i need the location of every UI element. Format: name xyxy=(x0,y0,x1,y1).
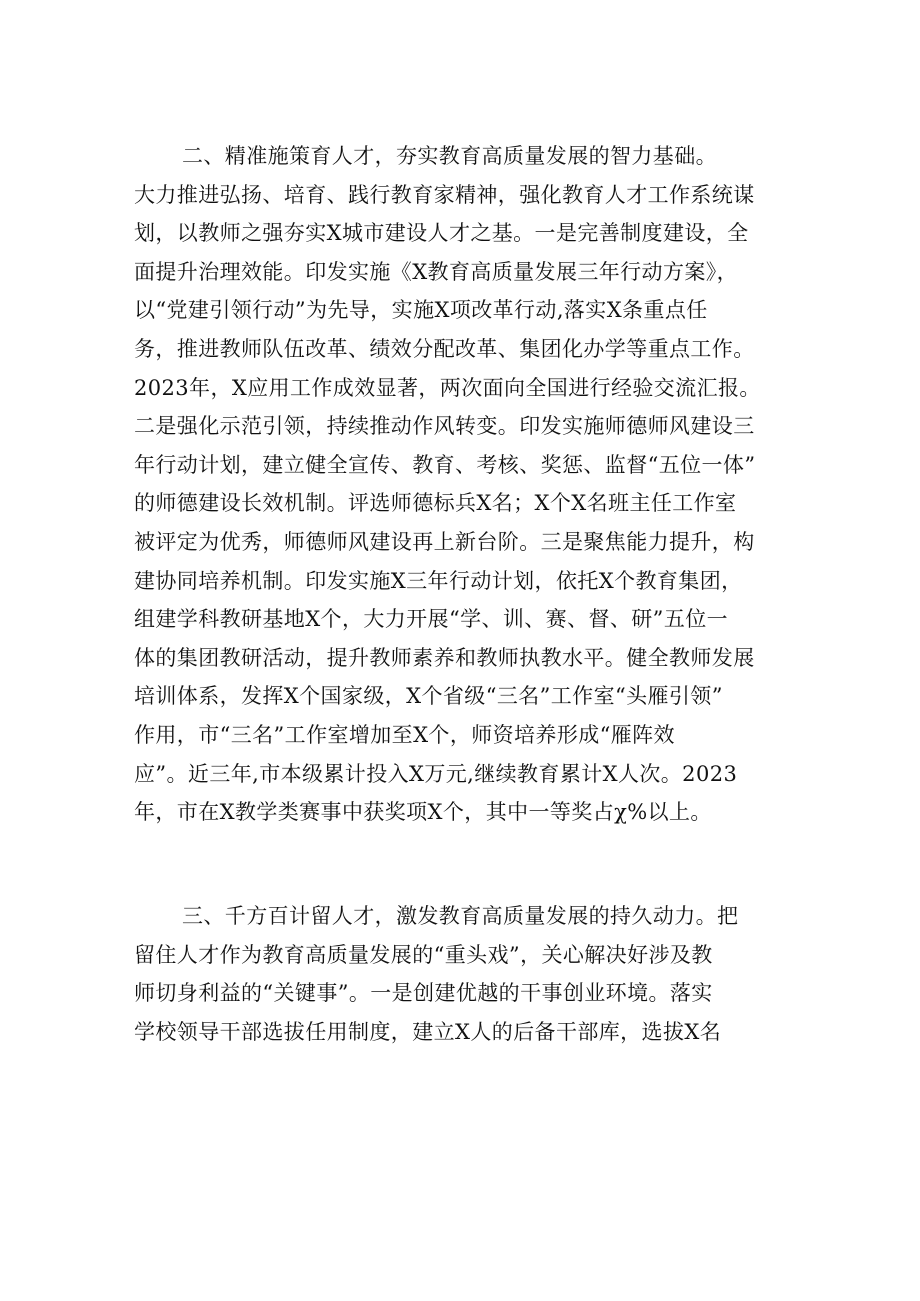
body-line: 体的集团教研活动，提升教师素养和教师执教水平。健全教师发展 xyxy=(134,645,755,670)
section-three-paragraph xyxy=(134,897,810,1051)
body-line: 被评定为优秀，师德师风建设再上新台阶。三是聚焦能力提升，构 xyxy=(134,529,755,554)
section-two-paragraph xyxy=(134,137,810,832)
body-line: 大力推进弘扬、培育、践行教育家精神，强化教育人才工作系统谋 xyxy=(134,182,755,207)
body-line: 年，市在X教学类赛事中获奖项X个，其中一等奖占χ%以上。 xyxy=(134,800,712,825)
body-line: 建协同培养机制。印发实施X三年行动计划，依托X个教育集团， xyxy=(134,568,743,593)
body-line: 划，以教师之强夯实X城市建设人才之基。一是完善制度建设，全 xyxy=(134,221,749,246)
body-line: 的师德建设长效机制。评选师德标兵X名；X个X名班主任工作室 xyxy=(134,491,737,516)
body-line: 务，推进教师队伍改革、绩效分配改革、集团化办学等重点工作。 xyxy=(134,336,755,361)
body-line: 二是强化示范引领，持续推动作风转变。印发实施师德师风建设三 xyxy=(134,414,755,439)
body-line: 2023年，X应用工作成效显著，两次面向全国进行经验交流汇报。 xyxy=(134,375,761,400)
body-line: 面提升治理效能。印发实施《X教育高质量发展三年行动方案》， xyxy=(134,259,739,284)
body-line: 应”。近三年,市本级累计投入X万元,继续教育累计X人次。2023 xyxy=(134,761,738,786)
body-line: 以“党建引领行动”为先导，实施X项改革行动,落实X条重点任 xyxy=(134,298,708,323)
body-line: 学校领导干部选拔任用制度，建立X人的后备干部库，选拔X名 xyxy=(134,1019,722,1044)
body-line: 组建学科教研基地X个，大力开展“学、训、赛、督、研”五位一 xyxy=(134,607,729,632)
body-line: 师切身利益的“关键事”。一是创建优越的干事创业环境。落实 xyxy=(134,981,713,1006)
body-line: 培训体系，发挥X个国家级，X个省级“三名”工作室“头雁引领” xyxy=(134,684,723,709)
section-two-heading-line: 二、精准施策育人才，夯实教育高质量发展的智力基础。 xyxy=(182,144,717,168)
section-three-heading-line: 三、千方百计留人才，激发教育高质量发展的持久动力。把 xyxy=(182,904,739,928)
body-line: 年行动计划，建立健全宣传、教育、考核、奖惩、监督“五位一体” xyxy=(134,452,756,477)
body-line: 作用，市“三名”工作室增加至X个，师资培养形成“雁阵效 xyxy=(134,722,675,747)
body-line: 留住人才作为教育高质量发展的“重头戏”，关心解决好涉及教 xyxy=(134,942,713,967)
